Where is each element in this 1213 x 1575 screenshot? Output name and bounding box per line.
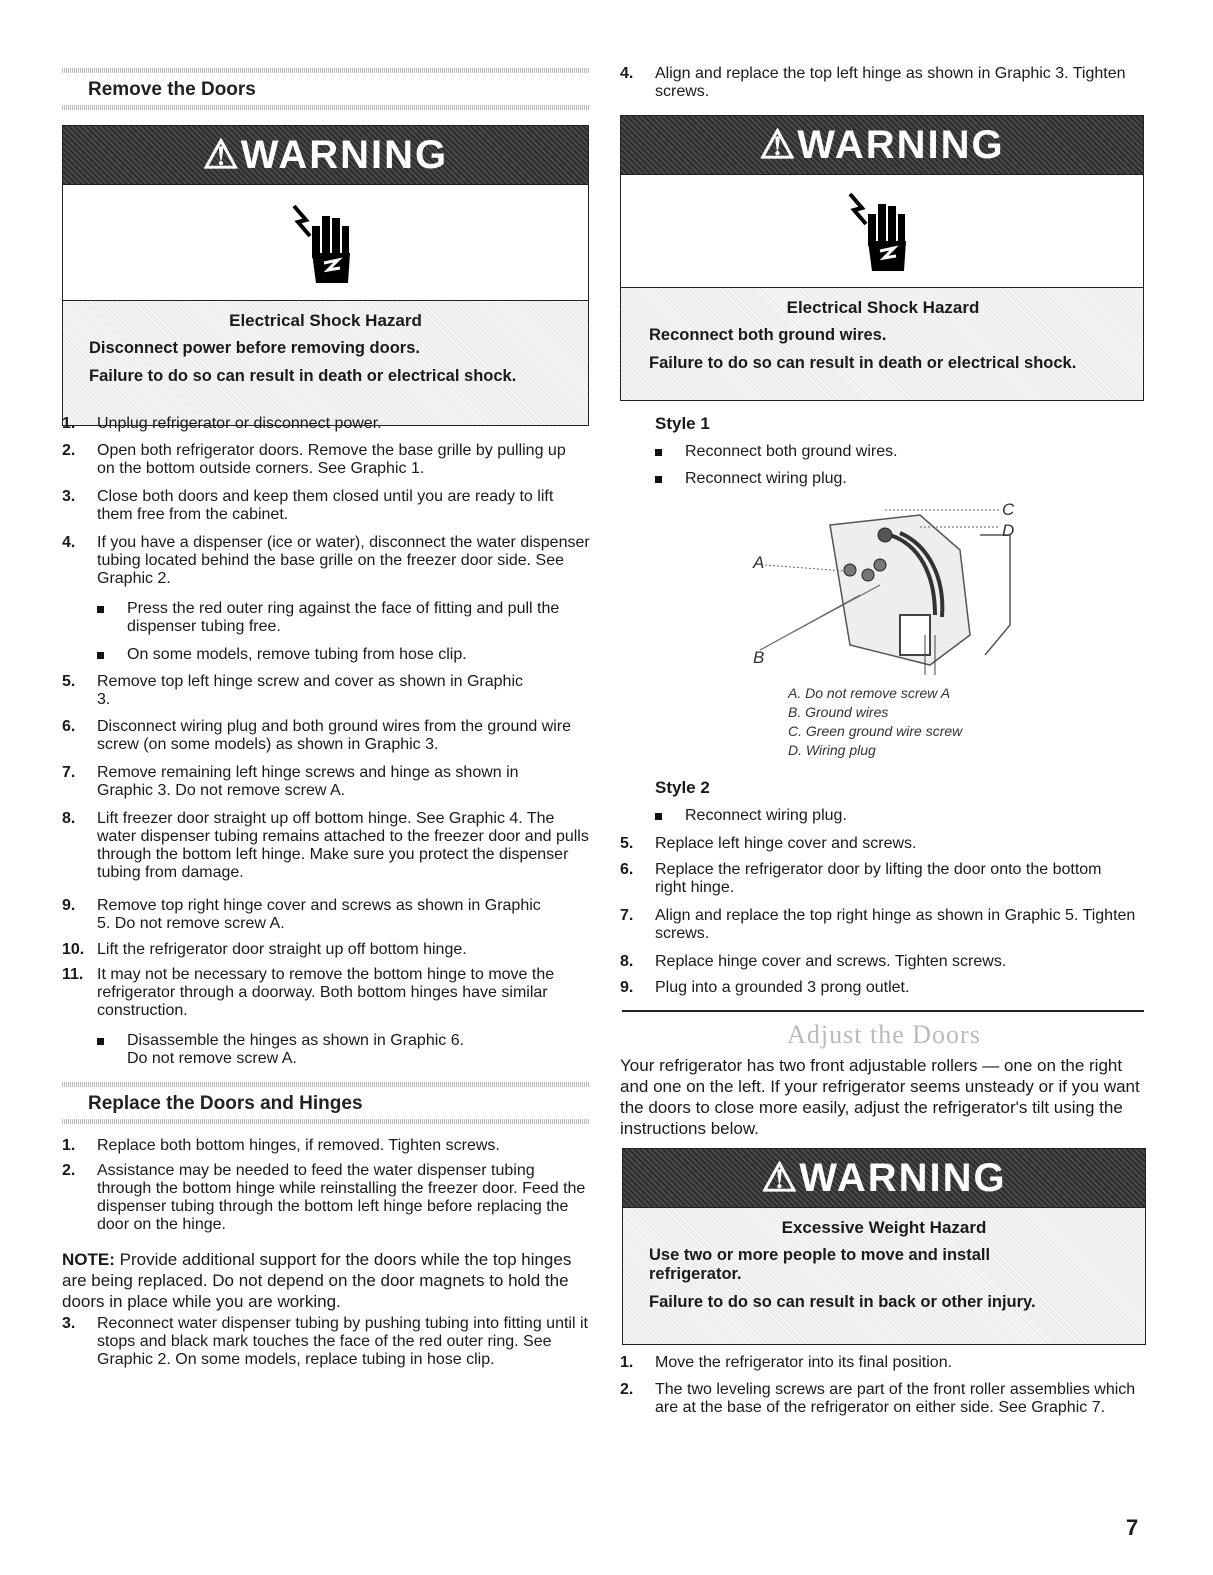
label-c: C bbox=[1002, 500, 1015, 519]
section-title: Remove the Doors bbox=[88, 79, 256, 100]
hinge-wiring-diagram bbox=[750, 495, 1020, 675]
warning-text bbox=[621, 288, 1143, 400]
shock-hand-icon bbox=[63, 185, 588, 301]
warning-text bbox=[63, 301, 588, 425]
replace-doors-heading bbox=[62, 1082, 590, 1124]
label-b: B bbox=[753, 648, 765, 667]
warning-line-1: Disconnect power before removing doors. bbox=[89, 339, 420, 357]
warning-text bbox=[623, 1208, 1145, 1344]
note-paragraph: NOTE: Provide additional support for the doors while the top hinges are being replaced. Do not depend on the door magnets to hold the doors in place while you are working. bbox=[62, 1250, 572, 1311]
warning-box-shock-2 bbox=[620, 115, 1144, 401]
section-title: Replace the Doors and Hinges bbox=[88, 1093, 363, 1114]
divider bbox=[622, 1010, 1144, 1012]
warning-line-2: Failure to do so can result in death or electrical shock. bbox=[89, 367, 517, 385]
hazard-title: Electrical Shock Hazard bbox=[229, 311, 422, 330]
warning-banner: ⚠WARNING bbox=[623, 1149, 1145, 1208]
style-1-heading: Style 1 bbox=[655, 414, 710, 433]
hazard-title: Electrical Shock Hazard bbox=[786, 298, 980, 317]
warning-box-weight bbox=[622, 1148, 1146, 1345]
adjust-intro: Your refrigerator has two front adjustable rollers — one on the right and one on the left. If your refrigerator seems unsteady or if you want the doors to close more easily, adjust the refrigerator's tilt using the instructions below. bbox=[620, 1056, 1140, 1138]
warning-banner: ⚠WARNING bbox=[63, 126, 588, 185]
label-a: A bbox=[753, 553, 765, 572]
warning-box-shock-1 bbox=[62, 125, 589, 426]
warning-line-2: Failure to do so can result in death or electrical shock. bbox=[649, 354, 1077, 372]
page-number: 7 bbox=[1126, 1515, 1139, 1540]
shock-hand-icon bbox=[621, 175, 1143, 288]
warning-line-1: Reconnect both ground wires. bbox=[649, 326, 887, 344]
hazard-title: Excessive Weight Hazard bbox=[781, 1218, 987, 1237]
warning-line-2: Failure to do so can result in back or other injury. bbox=[649, 1293, 1036, 1311]
warning-line-1: Use two or more people to move and install refrigerator. bbox=[649, 1246, 991, 1283]
diagram-captions: A. Do not remove screw A B. Ground wires C. Green ground wire screw D. Wiring plug bbox=[788, 685, 963, 758]
label-d: D bbox=[1002, 521, 1015, 540]
style-2-heading: Style 2 bbox=[655, 778, 710, 797]
adjust-doors-title: Adjust the Doors bbox=[787, 1020, 981, 1049]
warning-banner: ⚠WARNING bbox=[621, 116, 1143, 175]
remove-doors-heading bbox=[62, 68, 590, 110]
